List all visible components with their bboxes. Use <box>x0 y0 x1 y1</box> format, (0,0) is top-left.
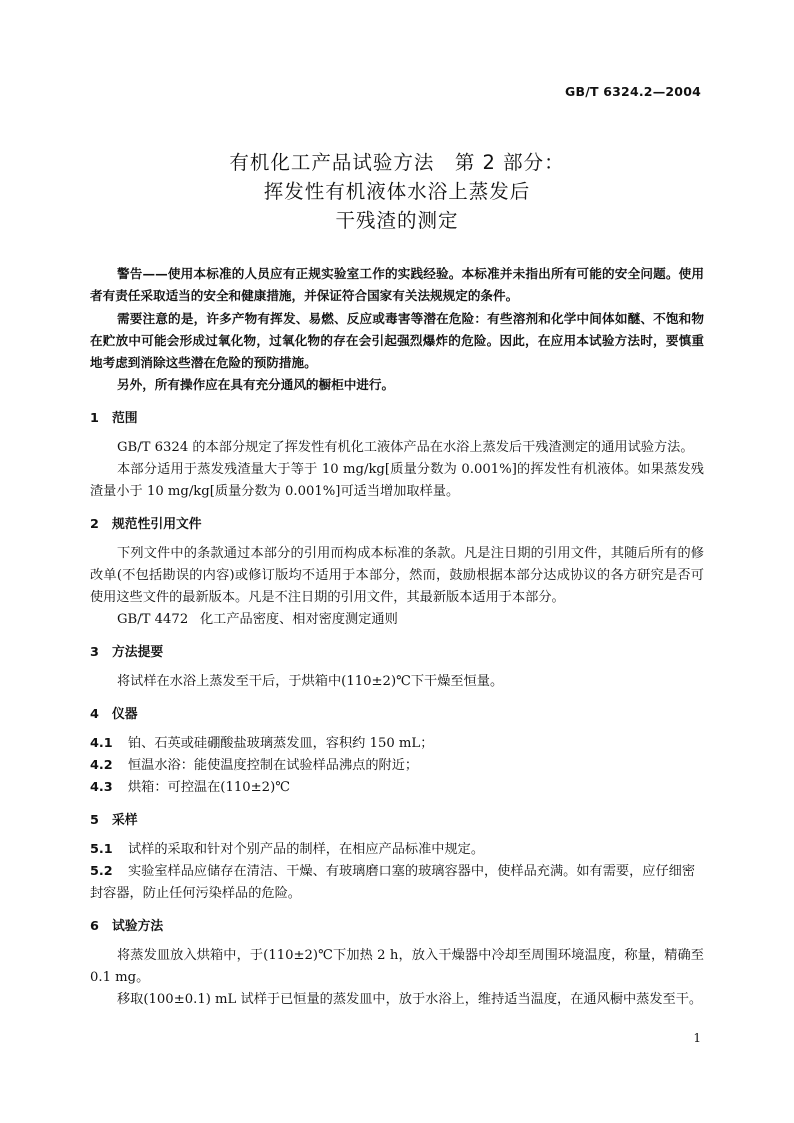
page-number: 1 <box>693 1031 701 1045</box>
section-paragraph: GB/T 6324 的本部分规定了挥发性有机化工液体产品在水浴上蒸发后干残渣测定的通用试验方法。 <box>117 439 694 455</box>
warning-block <box>90 263 704 397</box>
warning-paragraph: 警告——使用本标准的人员应有正规实验室工作的实践经验。本标准并未指出所有可能的安全问题。使用者有责任采取适当的安全和健康措施，并保证符合国家有关法规规定的条件。 <box>90 266 704 304</box>
section-paragraph: 将试样在水浴上蒸发至干后，于烘箱中(110±2)℃下干燥至恒量。 <box>117 673 504 689</box>
title-line-1: 有机化工产品试验方法 第 2 部分： <box>229 151 565 174</box>
section-heading-scope: 1 范围 <box>90 410 138 426</box>
section-paragraph: 将蒸发皿放入烘箱中，于(110±2)℃下加热 2 h，放入干燥器中冷却至周围环境温度，称量，精确至 0.1 mg。 <box>90 947 704 985</box>
apparatus-item: 4.3 烘箱：可控温在(110±2)℃ <box>90 779 290 795</box>
section-heading-sampling: 5 采样 <box>90 812 138 828</box>
title-line-3: 干残渣的测定 <box>335 209 459 232</box>
section-paragraph: 本部分适用于蒸发残渣量大于等于 10 mg/kg[质量分数为 0.001%]的挥发性有机液体。如果蒸发残渣量小于 10 mg/kg[质量分数为 0.001%]可适当增加取样量。 <box>90 461 704 499</box>
sampling-item: 5.1 试样的采取和针对个别产品的制样，在相应产品标准中规定。 <box>90 841 485 857</box>
reference-title: 化工产品密度、相对密度测定通则 <box>200 611 398 627</box>
apparatus-item: 4.2 恒温水浴：能使温度控制在试验样品沸点的附近； <box>90 757 419 773</box>
reference-item <box>90 609 704 631</box>
section-heading-references: 2 规范性引用文件 <box>90 516 202 532</box>
section-heading-apparatus: 4 仪器 <box>90 706 138 722</box>
sampling-item: 5.2 实验室样品应储存在清洁、干燥、有玻璃磨口塞的玻璃容器中，使样品充满。如有需要，应仔细密封容器，防止任何污染样品的危险。 <box>90 863 696 901</box>
apparatus-item: 4.1 铂、石英或硅硼酸盐玻璃蒸发皿，容积约 150 mL； <box>90 735 434 751</box>
section-heading-principle: 3 方法提要 <box>90 644 164 660</box>
document-title <box>0 148 794 235</box>
standard-code: GB/T 6324.2—2004 <box>565 84 701 99</box>
section-paragraph: 移取(100±0.1) mL 试样于已恒量的蒸发皿中，放于水浴上，维持适当温度，在通风橱中蒸发至干。 <box>117 991 703 1007</box>
section-paragraph: 下列文件中的条款通过本部分的引用而构成本标准的条款。凡是注日期的引用文件，其随后所有的修改单(不包括勘误的内容)或修订版均不适用于本部分，然而，鼓励根据本部分达成协议的各方研究是否可使用这些文件的最新版本。凡是不注日期的引用文件，其最新版本适用于本部分。 <box>90 545 704 605</box>
warning-paragraph: 另外，所有操作应在具有充分通风的橱柜中进行。 <box>117 377 395 393</box>
reference-code: GB/T 4472 <box>117 611 189 627</box>
warning-paragraph: 需要注意的是，许多产物有挥发、易燃、反应或毒害等潜在危险：有些溶剂和化学中间体如醚、不饱和物在贮放中可能会形成过氧化物，过氧化物的存在会引起强烈爆炸的危险。因此，在应用本试验方法时，要慎重地考虑到消除这些潜在危险的预防措施。 <box>90 310 704 371</box>
section-heading-test-method: 6 试验方法 <box>90 918 164 934</box>
title-line-2: 挥发性有机液体水浴上蒸发后 <box>263 180 531 203</box>
document-body <box>90 263 704 1011</box>
